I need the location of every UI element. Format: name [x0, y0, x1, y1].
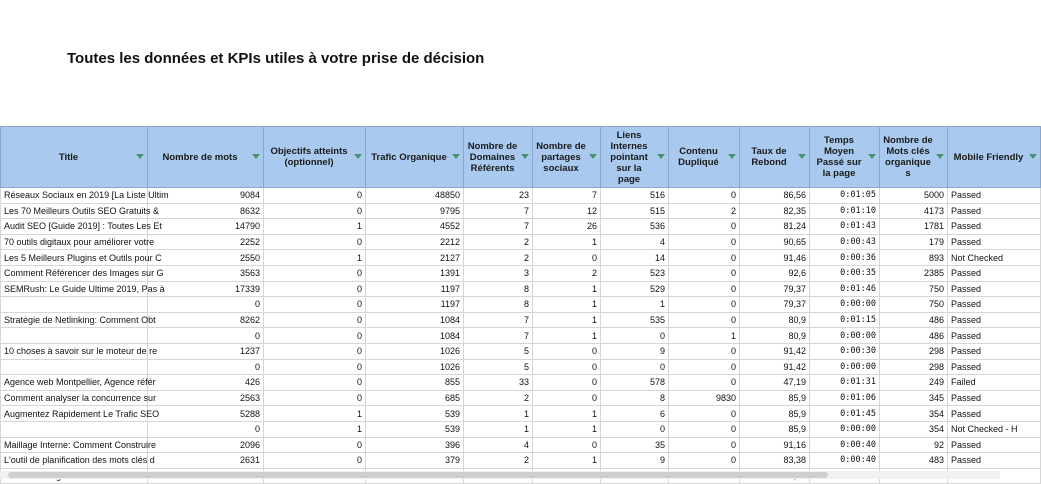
column-header-mobile-friendly[interactable] [948, 127, 1041, 188]
cell-bounce-rate[interactable]: 91,46 [740, 250, 810, 266]
filter-icon[interactable] [589, 154, 597, 159]
cell-social-shares[interactable]: 1 [533, 297, 601, 313]
cell-organic-traffic[interactable]: 1197 [366, 281, 464, 297]
table-row[interactable] [1, 453, 1041, 469]
cell-word-count[interactable]: 8632 [148, 203, 264, 219]
cell-bounce-rate[interactable]: 85,9 [740, 406, 810, 422]
cell-duplicate-content[interactable]: 0 [669, 188, 740, 204]
cell-avg-time[interactable]: 0:01:10 [810, 203, 880, 219]
cell-social-shares[interactable]: 0 [533, 359, 601, 375]
cell-avg-time[interactable]: 0:01:15 [810, 312, 880, 328]
table-row[interactable] [1, 281, 1041, 297]
cell-bounce-rate[interactable]: 82,35 [740, 203, 810, 219]
filter-icon[interactable] [868, 154, 876, 159]
cell-bounce-rate[interactable]: 81,24 [740, 219, 810, 235]
cell-title[interactable] [1, 421, 148, 437]
cell-mobile-friendly[interactable]: Passed [948, 281, 1041, 297]
cell-mobile-friendly[interactable]: Passed [948, 406, 1041, 422]
cell-organic-traffic[interactable]: 4552 [366, 219, 464, 235]
cell-organic-keywords[interactable]: 750 [880, 297, 948, 313]
cell-avg-time[interactable]: 0:00:00 [810, 359, 880, 375]
cell-internal-links[interactable]: 578 [601, 375, 669, 391]
cell-title[interactable]: Comment analyser la concurrence sur [1, 390, 148, 406]
cell-internal-links[interactable]: 0 [601, 359, 669, 375]
cell-duplicate-content[interactable]: 0 [669, 265, 740, 281]
cell-referring-domains[interactable]: 2 [464, 234, 533, 250]
cell-title[interactable]: Audit SEO [Guide 2019] : Toutes Les Et [1, 219, 148, 235]
cell-bounce-rate[interactable]: 90,65 [740, 234, 810, 250]
cell-goals[interactable]: 0 [264, 343, 366, 359]
cell-word-count[interactable]: 8262 [148, 312, 264, 328]
cell-mobile-friendly[interactable]: Passed [948, 328, 1041, 344]
cell-title[interactable]: Réseaux Sociaux en 2019 [La Liste Ultim [1, 188, 148, 204]
cell-avg-time[interactable]: 0:01:43 [810, 219, 880, 235]
cell-word-count[interactable]: 17339 [148, 281, 264, 297]
cell-avg-time[interactable]: 0:00:00 [810, 297, 880, 313]
cell-mobile-friendly[interactable]: Passed [948, 234, 1041, 250]
cell-mobile-friendly[interactable]: Passed [948, 219, 1041, 235]
column-header-avg-time[interactable] [810, 127, 880, 188]
cell-internal-links[interactable]: 0 [601, 328, 669, 344]
cell-title[interactable]: Agence web Montpellier, Agence référ [1, 375, 148, 391]
cell-word-count[interactable]: 2096 [148, 437, 264, 453]
cell-duplicate-content[interactable]: 0 [669, 406, 740, 422]
column-header-label: Nombre de partages sociaux [536, 140, 586, 174]
column-header-label: Contenu Dupliqué [678, 146, 719, 168]
page-title: Toutes les données et KPIs utiles à votre prise de décision [67, 50, 485, 67]
column-header-label: Nombre de mots [162, 151, 238, 163]
table-row[interactable] [1, 359, 1041, 375]
cell-word-count[interactable]: 0 [148, 297, 264, 313]
cell-avg-time[interactable]: 0:01:46 [810, 281, 880, 297]
cell-goals[interactable]: 0 [264, 390, 366, 406]
cell-organic-traffic[interactable]: 1084 [366, 312, 464, 328]
cell-duplicate-content[interactable]: 0 [669, 250, 740, 266]
cell-organic-keywords[interactable]: 298 [880, 359, 948, 375]
cell-duplicate-content[interactable]: 2 [669, 203, 740, 219]
table-row[interactable] [1, 343, 1041, 359]
cell-organic-traffic[interactable]: 1026 [366, 343, 464, 359]
cell-internal-links[interactable]: 516 [601, 188, 669, 204]
cell-organic-keywords[interactable]: 298 [880, 343, 948, 359]
cell-referring-domains[interactable]: 4 [464, 437, 533, 453]
cell-referring-domains[interactable]: 5 [464, 343, 533, 359]
table-row[interactable] [1, 406, 1041, 422]
cell-goals[interactable]: 0 [264, 312, 366, 328]
cell-avg-time[interactable]: 0:00:40 [810, 453, 880, 469]
cell-bounce-rate[interactable]: 86,56 [740, 188, 810, 204]
cell-title[interactable]: Les 5 Meilleurs Plugins et Outils pour C [1, 250, 148, 266]
cell-referring-domains[interactable]: 1 [464, 406, 533, 422]
cell-goals[interactable]: 0 [264, 203, 366, 219]
cell-goals[interactable]: 1 [264, 219, 366, 235]
cell-organic-keywords[interactable]: 4173 [880, 203, 948, 219]
cell-goals[interactable]: 0 [264, 328, 366, 344]
cell-mobile-friendly[interactable]: Passed [948, 297, 1041, 313]
column-header-title[interactable] [1, 127, 148, 188]
cell-internal-links[interactable]: 6 [601, 406, 669, 422]
cell-goals[interactable]: 0 [264, 234, 366, 250]
cell-title[interactable]: Les 70 Meilleurs Outils SEO Gratuits & [1, 203, 148, 219]
cell-mobile-friendly[interactable]: Passed [948, 437, 1041, 453]
cell-bounce-rate[interactable]: 79,37 [740, 281, 810, 297]
cell-social-shares[interactable]: 0 [533, 375, 601, 391]
cell-duplicate-content[interactable]: 0 [669, 421, 740, 437]
cell-duplicate-content[interactable]: 0 [669, 359, 740, 375]
table-row[interactable] [1, 312, 1041, 328]
cell-avg-time[interactable]: 0:00:35 [810, 265, 880, 281]
table-body [1, 188, 1041, 484]
cell-bounce-rate[interactable]: 91,42 [740, 359, 810, 375]
cell-duplicate-content[interactable]: 0 [669, 437, 740, 453]
table-row[interactable] [1, 375, 1041, 391]
cell-organic-keywords[interactable]: 486 [880, 312, 948, 328]
cell-title[interactable]: Maillage Interne: Comment Construire [1, 437, 148, 453]
cell-organic-keywords[interactable]: 750 [880, 281, 948, 297]
cell-duplicate-content[interactable]: 0 [669, 297, 740, 313]
cell-word-count[interactable]: 1237 [148, 343, 264, 359]
cell-bounce-rate[interactable]: 80,9 [740, 312, 810, 328]
cell-bounce-rate[interactable]: 85,9 [740, 390, 810, 406]
cell-word-count[interactable]: 2550 [148, 250, 264, 266]
cell-mobile-friendly[interactable]: Passed [948, 188, 1041, 204]
cell-organic-keywords[interactable]: 1781 [880, 219, 948, 235]
table-row[interactable] [1, 234, 1041, 250]
filter-icon[interactable] [728, 154, 736, 159]
column-header-referring-domains[interactable] [464, 127, 533, 188]
cell-duplicate-content[interactable]: 0 [669, 312, 740, 328]
cell-goals[interactable]: 1 [264, 250, 366, 266]
table-row[interactable] [1, 421, 1041, 437]
cell-title[interactable] [1, 297, 148, 313]
cell-internal-links[interactable]: 0 [601, 421, 669, 437]
cell-internal-links[interactable]: 529 [601, 281, 669, 297]
cell-title[interactable] [1, 359, 148, 375]
cell-internal-links[interactable]: 4 [601, 234, 669, 250]
filter-icon[interactable] [1029, 154, 1037, 159]
cell-avg-time[interactable]: 0:01:06 [810, 390, 880, 406]
column-header-label: Nombre de Mots clés organique s [883, 135, 933, 179]
cell-bounce-rate[interactable]: 85,9 [740, 421, 810, 437]
cell-mobile-friendly[interactable]: Not Checked [948, 250, 1041, 266]
cell-word-count[interactable]: 426 [148, 375, 264, 391]
cell-goals[interactable]: 1 [264, 421, 366, 437]
cell-referring-domains[interactable]: 7 [464, 219, 533, 235]
cell-goals[interactable]: 0 [264, 297, 366, 313]
cell-title[interactable]: Augmentez Rapidement Le Trafic SEO [1, 406, 148, 422]
cell-organic-traffic[interactable]: 539 [366, 406, 464, 422]
horizontal-scrollbar[interactable] [0, 471, 1000, 479]
column-header-word-count[interactable] [148, 127, 264, 188]
cell-social-shares[interactable]: 0 [533, 437, 601, 453]
cell-mobile-friendly[interactable]: Passed [948, 453, 1041, 469]
cell-title[interactable]: SEMRush: Le Guide Ultime 2019, Pas à [1, 281, 148, 297]
cell-organic-keywords[interactable]: 2385 [880, 265, 948, 281]
cell-social-shares[interactable]: 0 [533, 343, 601, 359]
cell-goals[interactable]: 0 [264, 281, 366, 297]
cell-social-shares[interactable]: 2 [533, 265, 601, 281]
column-header-label: Taux de Rebond [751, 146, 787, 168]
cell-goals[interactable]: 1 [264, 406, 366, 422]
cell-title[interactable]: 10 choses à savoir sur le moteur de re [1, 343, 148, 359]
cell-duplicate-content[interactable]: 9830 [669, 390, 740, 406]
cell-avg-time[interactable]: 0:00:40 [810, 437, 880, 453]
cell-word-count[interactable]: 2631 [148, 453, 264, 469]
cell-mobile-friendly[interactable]: Passed [948, 203, 1041, 219]
cell-goals[interactable]: 0 [264, 375, 366, 391]
cell-referring-domains[interactable]: 2 [464, 390, 533, 406]
cell-internal-links[interactable]: 536 [601, 219, 669, 235]
cell-bounce-rate[interactable]: 91,42 [740, 343, 810, 359]
cell-organic-keywords[interactable]: 893 [880, 250, 948, 266]
cell-organic-traffic[interactable]: 1084 [366, 328, 464, 344]
cell-organic-traffic[interactable]: 48850 [366, 188, 464, 204]
cell-organic-keywords[interactable]: 486 [880, 328, 948, 344]
column-header-organic-keywords[interactable] [880, 127, 948, 188]
cell-internal-links[interactable]: 9 [601, 343, 669, 359]
cell-organic-keywords[interactable]: 345 [880, 390, 948, 406]
filter-icon[interactable] [136, 154, 144, 159]
cell-organic-traffic[interactable]: 539 [366, 421, 464, 437]
column-header-goals[interactable] [264, 127, 366, 188]
cell-avg-time[interactable]: 0:01:45 [810, 406, 880, 422]
cell-referring-domains[interactable]: 7 [464, 203, 533, 219]
cell-mobile-friendly[interactable]: Failed [948, 375, 1041, 391]
column-header-label: Objectifs atteints (optionnel) [270, 146, 348, 168]
cell-bounce-rate[interactable]: 79,37 [740, 297, 810, 313]
cell-social-shares[interactable]: 26 [533, 219, 601, 235]
cell-social-shares[interactable]: 0 [533, 390, 601, 406]
filter-icon[interactable] [252, 154, 260, 159]
cell-internal-links[interactable]: 35 [601, 437, 669, 453]
cell-organic-traffic[interactable]: 1026 [366, 359, 464, 375]
cell-organic-keywords[interactable]: 92 [880, 437, 948, 453]
cell-word-count[interactable]: 0 [148, 421, 264, 437]
cell-bounce-rate[interactable]: 83,38 [740, 453, 810, 469]
column-header-label: Mobile Friendly [953, 151, 1024, 163]
cell-word-count[interactable]: 2252 [148, 234, 264, 250]
cell-mobile-friendly[interactable]: Not Checked - H [948, 421, 1041, 437]
cell-referring-domains[interactable]: 5 [464, 359, 533, 375]
cell-word-count[interactable]: 9084 [148, 188, 264, 204]
cell-avg-time[interactable]: 0:01:05 [810, 188, 880, 204]
column-header-label: Trafic Organique [371, 151, 447, 163]
cell-word-count[interactable]: 0 [148, 359, 264, 375]
cell-referring-domains[interactable]: 23 [464, 188, 533, 204]
cell-organic-traffic[interactable]: 1197 [366, 297, 464, 313]
cell-referring-domains[interactable]: 7 [464, 328, 533, 344]
cell-goals[interactable]: 0 [264, 453, 366, 469]
table-row[interactable] [1, 250, 1041, 266]
column-header-bounce-rate[interactable] [740, 127, 810, 188]
cell-organic-traffic[interactable]: 379 [366, 453, 464, 469]
cell-word-count[interactable]: 14790 [148, 219, 264, 235]
cell-internal-links[interactable]: 14 [601, 250, 669, 266]
cell-social-shares[interactable]: 1 [533, 328, 601, 344]
cell-goals[interactable]: 0 [264, 359, 366, 375]
scrollbar-thumb[interactable] [8, 472, 828, 478]
cell-avg-time[interactable]: 0:00:30 [810, 343, 880, 359]
cell-goals[interactable]: 0 [264, 437, 366, 453]
filter-icon[interactable] [452, 154, 460, 159]
table-row[interactable] [1, 437, 1041, 453]
cell-internal-links[interactable]: 535 [601, 312, 669, 328]
cell-social-shares[interactable]: 12 [533, 203, 601, 219]
filter-icon[interactable] [936, 154, 944, 159]
cell-social-shares[interactable]: 1 [533, 312, 601, 328]
cell-word-count[interactable]: 2563 [148, 390, 264, 406]
cell-duplicate-content[interactable]: 0 [669, 219, 740, 235]
cell-mobile-friendly[interactable]: Passed [948, 390, 1041, 406]
table-row[interactable] [1, 390, 1041, 406]
cell-internal-links[interactable]: 1 [601, 297, 669, 313]
cell-organic-traffic[interactable]: 396 [366, 437, 464, 453]
cell-duplicate-content[interactable]: 0 [669, 234, 740, 250]
cell-bounce-rate[interactable]: 47,19 [740, 375, 810, 391]
cell-organic-keywords[interactable]: 354 [880, 421, 948, 437]
cell-organic-traffic[interactable]: 685 [366, 390, 464, 406]
cell-social-shares[interactable]: 1 [533, 234, 601, 250]
filter-icon[interactable] [521, 154, 529, 159]
table-row[interactable] [1, 188, 1041, 204]
header-row [1, 127, 1041, 188]
cell-duplicate-content[interactable]: 0 [669, 375, 740, 391]
cell-organic-keywords[interactable]: 483 [880, 453, 948, 469]
cell-organic-traffic[interactable]: 9795 [366, 203, 464, 219]
cell-referring-domains[interactable]: 7 [464, 312, 533, 328]
table-row[interactable] [1, 265, 1041, 281]
cell-avg-time[interactable]: 0:00:00 [810, 328, 880, 344]
cell-organic-keywords[interactable]: 179 [880, 234, 948, 250]
column-header-internal-links[interactable] [601, 127, 669, 188]
cell-word-count[interactable]: 3563 [148, 265, 264, 281]
cell-referring-domains[interactable]: 1 [464, 421, 533, 437]
cell-organic-keywords[interactable]: 354 [880, 406, 948, 422]
cell-avg-time[interactable]: 0:00:43 [810, 234, 880, 250]
cell-social-shares[interactable]: 1 [533, 281, 601, 297]
cell-duplicate-content[interactable]: 0 [669, 343, 740, 359]
filter-icon[interactable] [657, 154, 665, 159]
column-header-label: Temps Moyen Passé sur la page [816, 135, 862, 179]
cell-title[interactable]: L'outil de planification des mots clés d [1, 453, 148, 469]
cell-avg-time[interactable]: 0:00:36 [810, 250, 880, 266]
cell-title[interactable]: Comment Référencer des Images sur G [1, 265, 148, 281]
cell-organic-keywords[interactable]: 249 [880, 375, 948, 391]
cell-organic-traffic[interactable]: 2127 [366, 250, 464, 266]
cell-word-count[interactable]: 0 [148, 328, 264, 344]
cell-title[interactable] [1, 328, 148, 344]
filter-icon[interactable] [354, 154, 362, 159]
table-row[interactable] [1, 219, 1041, 235]
column-header-organic-traffic[interactable] [366, 127, 464, 188]
filter-icon[interactable] [798, 154, 806, 159]
cell-internal-links[interactable]: 8 [601, 390, 669, 406]
cell-mobile-friendly[interactable]: Passed [948, 343, 1041, 359]
cell-goals[interactable]: 0 [264, 188, 366, 204]
column-header-label: Nombre de Domaines Référents [467, 140, 518, 174]
table-row[interactable] [1, 203, 1041, 219]
cell-bounce-rate[interactable]: 91,16 [740, 437, 810, 453]
table-row[interactable] [1, 297, 1041, 313]
cell-referring-domains[interactable]: 2 [464, 453, 533, 469]
cell-social-shares[interactable]: 0 [533, 250, 601, 266]
cell-social-shares[interactable]: 7 [533, 188, 601, 204]
cell-word-count[interactable]: 5288 [148, 406, 264, 422]
table-row[interactable] [1, 328, 1041, 344]
cell-mobile-friendly[interactable]: Passed [948, 312, 1041, 328]
cell-referring-domains[interactable]: 3 [464, 265, 533, 281]
cell-referring-domains[interactable]: 2 [464, 250, 533, 266]
cell-social-shares[interactable]: 1 [533, 453, 601, 469]
column-header-duplicate-content[interactable] [669, 127, 740, 188]
cell-duplicate-content[interactable]: 0 [669, 453, 740, 469]
cell-avg-time[interactable]: 0:00:00 [810, 421, 880, 437]
cell-organic-traffic[interactable]: 2212 [366, 234, 464, 250]
cell-mobile-friendly[interactable]: Passed [948, 265, 1041, 281]
cell-social-shares[interactable]: 1 [533, 421, 601, 437]
cell-bounce-rate[interactable]: 80,9 [740, 328, 810, 344]
spreadsheet-table [0, 126, 1024, 479]
cell-mobile-friendly[interactable]: Passed [948, 359, 1041, 375]
cell-avg-time[interactable]: 0:01:31 [810, 375, 880, 391]
column-header-social-shares[interactable] [533, 127, 601, 188]
cell-organic-keywords[interactable]: 5000 [880, 188, 948, 204]
cell-referring-domains[interactable]: 8 [464, 297, 533, 313]
column-header-label: Liens Internes pointant sur la page [610, 129, 648, 185]
cell-title[interactable]: 70 outils digitaux pour améliorer votre [1, 234, 148, 250]
cell-social-shares[interactable]: 1 [533, 406, 601, 422]
column-header-label: Title [58, 151, 79, 163]
cell-organic-traffic[interactable]: 1391 [366, 265, 464, 281]
cell-referring-domains[interactable]: 33 [464, 375, 533, 391]
cell-title[interactable]: Stratégie de Netlinking: Comment Obt [1, 312, 148, 328]
cell-internal-links[interactable]: 9 [601, 453, 669, 469]
cell-bounce-rate[interactable]: 92,6 [740, 265, 810, 281]
cell-duplicate-content[interactable]: 1 [669, 328, 740, 344]
cell-internal-links[interactable]: 515 [601, 203, 669, 219]
cell-organic-traffic[interactable]: 855 [366, 375, 464, 391]
cell-duplicate-content[interactable]: 0 [669, 281, 740, 297]
cell-goals[interactable]: 0 [264, 265, 366, 281]
cell-internal-links[interactable]: 523 [601, 265, 669, 281]
cell-referring-domains[interactable]: 8 [464, 281, 533, 297]
